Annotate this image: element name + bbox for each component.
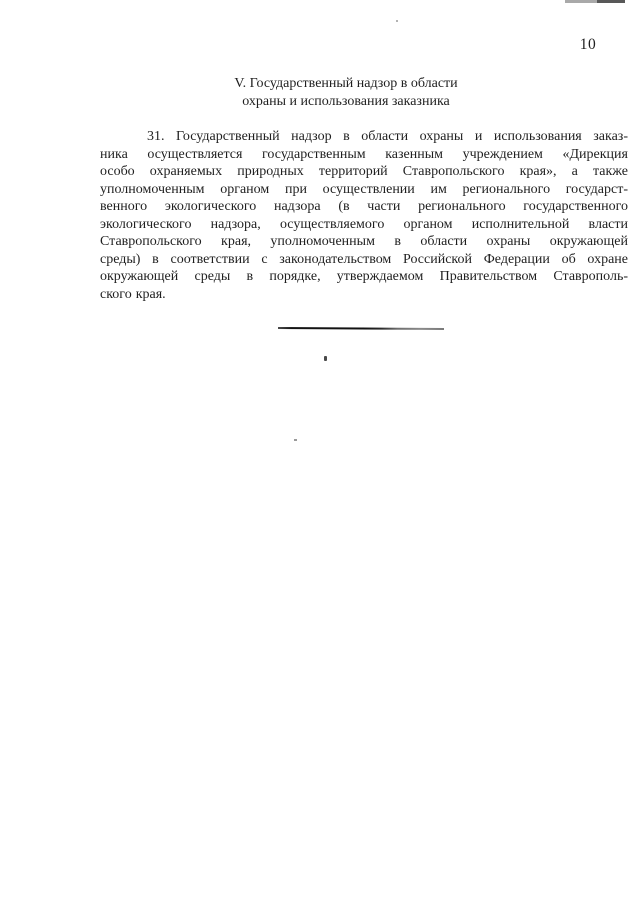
- body-paragraph: [100, 128, 628, 303]
- scan-artifact-bar-dark: [597, 0, 625, 3]
- page-number: 10: [579, 36, 597, 53]
- footnote-divider: [278, 327, 444, 330]
- paragraph-line: ского края.: [100, 286, 166, 302]
- section-heading: [82, 75, 610, 110]
- paragraph-line: уполномоченным органом при осуществлении им регионального государст-: [100, 181, 628, 197]
- paragraph-line: Ставропольского края, уполномоченным в области охраны окружающей: [100, 234, 628, 249]
- paragraph-line: 31. Государственный надзор в области охраны и использования заказ-: [147, 129, 628, 144]
- paragraph-line: ника осуществляется государственным казенным учреждением «Дирекция: [100, 146, 628, 162]
- paragraph-line: окружающей среды в порядке, утверждаемом Правительством Ставрополь-: [100, 269, 628, 284]
- paragraph-line: экологического надзора, осуществляемого органом исполнительной власти: [100, 216, 628, 232]
- section-heading-line-2: охраны и использования заказника: [242, 93, 450, 109]
- paragraph-line: особо охраняемых природных территорий Ставропольского края», а также: [100, 164, 628, 179]
- scan-speck: [324, 356, 327, 361]
- scan-speck: [396, 20, 398, 22]
- scan-artifact-bar-light: [565, 0, 597, 3]
- scan-speck: [294, 439, 297, 441]
- section-heading-line-1: V. Государственный надзор в области: [234, 76, 458, 91]
- paragraph-line: венного экологического надзора (в части регионального государственного: [100, 199, 628, 214]
- paragraph-line: среды) в соответствии с законодательством Российской Федерации об охране: [100, 251, 628, 267]
